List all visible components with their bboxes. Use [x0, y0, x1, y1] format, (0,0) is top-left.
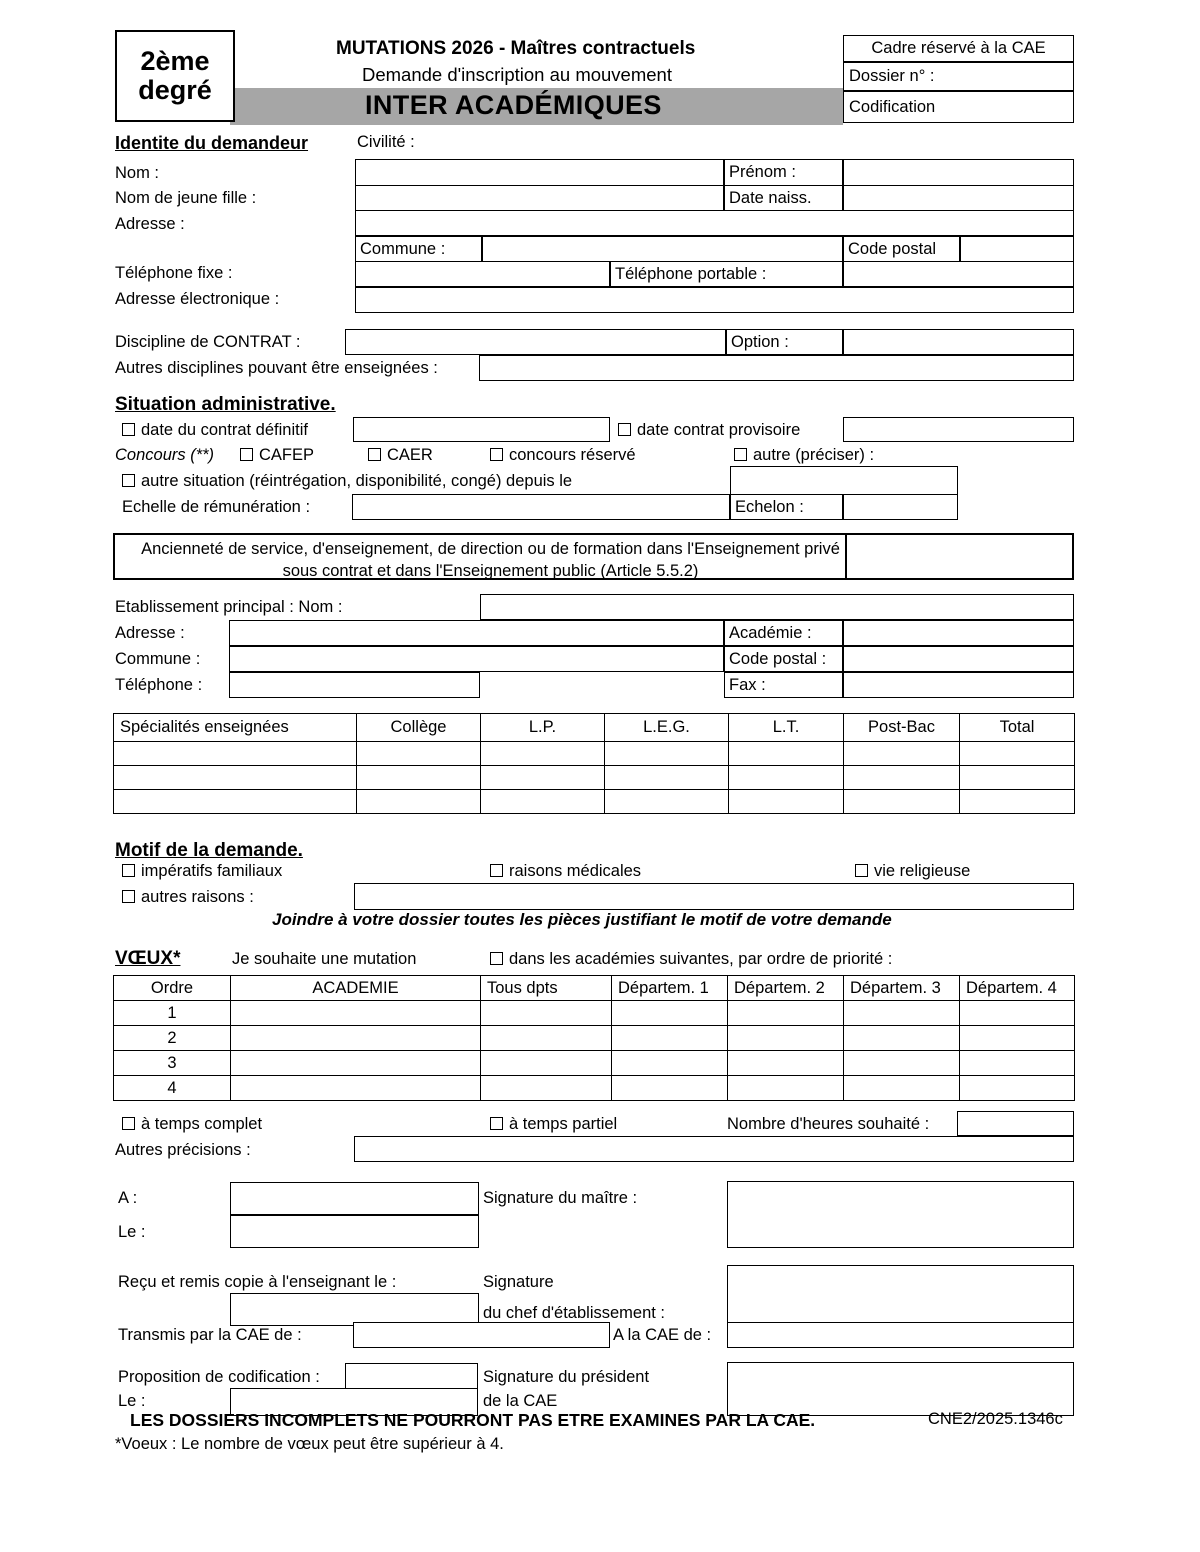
autre-situation-option[interactable] [122, 473, 572, 490]
imperatifs-familiaux-checkbox[interactable] [122, 864, 135, 877]
autre-preciser-option[interactable] [734, 447, 874, 464]
specialties-cell[interactable] [357, 766, 481, 790]
signature-le2-label: Le : [118, 1392, 146, 1410]
specialties-cell[interactable] [114, 790, 357, 814]
etab-commune-label: Commune : [115, 650, 201, 668]
voeux-section-title: VŒUX* [115, 948, 181, 969]
signature-a-input[interactable] [230, 1182, 479, 1215]
specialties-cell[interactable] [844, 790, 960, 814]
voeux-academies-option[interactable] [490, 951, 892, 968]
specialties-table [113, 713, 1074, 814]
temps-complet-option[interactable] [122, 1116, 262, 1133]
date-contrat-provisoire-input[interactable] [843, 417, 1074, 442]
tel-portable-cell [610, 261, 843, 287]
table-row [114, 742, 1075, 766]
cafep-label: CAFEP [259, 446, 315, 464]
nom-jeune-fille-input[interactable] [355, 185, 724, 211]
tel-portable-input[interactable] [843, 261, 1074, 287]
specialties-cell[interactable] [960, 766, 1075, 790]
caer-label: CAER [387, 446, 433, 464]
signature-president-box[interactable] [727, 1362, 1074, 1416]
voeux-cell[interactable] [960, 1076, 1075, 1101]
voeux-col-6: Départem. 4 [960, 976, 1075, 1001]
etab-academie-cell [724, 620, 843, 646]
cafep-option[interactable] [240, 447, 314, 464]
etab-telephone-label: Téléphone : [115, 676, 203, 694]
code-postal-cell [843, 236, 960, 262]
voeux-order-cell: 4 [114, 1076, 231, 1101]
date-contrat-provisoire-checkbox[interactable] [618, 423, 631, 436]
table-row [114, 1026, 1075, 1051]
signature-le-label: Le : [118, 1223, 146, 1241]
situation-section-title: Situation administrative. [115, 394, 336, 415]
prenom-cell [724, 159, 843, 186]
recu-remis-label: Reçu et remis copie à l'enseignant le : [118, 1273, 397, 1291]
etab-commune-input[interactable] [229, 646, 724, 672]
autres-disciplines-label: Autres disciplines pouvant être enseignées : [115, 359, 438, 377]
etab-fax-label: Fax : [729, 675, 766, 694]
voeux-order-cell: 2 [114, 1026, 231, 1051]
table-row [114, 1051, 1075, 1076]
specialties-cell[interactable] [729, 742, 844, 766]
footer-voeux-note: *Voeux : Le nombre de vœux peut être supérieur à 4. [115, 1435, 504, 1453]
specialties-cell[interactable] [114, 742, 357, 766]
degree-badge-line1: 2ème [140, 45, 210, 76]
date-contrat-definitif-option[interactable] [122, 422, 308, 439]
form-banner-title: INTER ACADÉMIQUES [365, 90, 662, 120]
etab-nom-label: Etablissement principal : Nom : [115, 598, 343, 616]
nombre-heures-input[interactable] [957, 1111, 1074, 1136]
etab-code-postal-cell [724, 646, 843, 672]
specialties-cell[interactable] [605, 742, 729, 766]
echelle-label: Echelle de rémunération : [122, 498, 311, 516]
specialties-cell[interactable] [960, 790, 1075, 814]
autres-precisions-input[interactable] [354, 1136, 1074, 1162]
commune-input[interactable] [482, 236, 843, 262]
code-postal-input[interactable] [960, 236, 1074, 262]
voeux-cell[interactable] [844, 1076, 960, 1101]
date-contrat-definitif-checkbox[interactable] [122, 423, 135, 436]
vie-religieuse-checkbox[interactable] [855, 864, 868, 877]
footer-reference: CNE2/2025.1346c [928, 1410, 1063, 1428]
transmis-cae-label: Transmis par la CAE de : [118, 1326, 302, 1344]
voeux-academies-label: dans les académies suivantes, par ordre de priorité : [509, 950, 893, 968]
voeux-cell[interactable] [481, 1001, 612, 1026]
cae-codification-field[interactable] [843, 91, 1074, 123]
table-row [114, 766, 1075, 790]
discipline-input[interactable] [345, 329, 726, 355]
vie-religieuse-label: vie religieuse [874, 862, 971, 880]
autres-raisons-label: autres raisons : [141, 888, 254, 906]
specialties-col-3: L.E.G. [605, 714, 729, 742]
voeux-table [113, 975, 1074, 1101]
raisons-medicales-checkbox[interactable] [490, 864, 503, 877]
cafep-checkbox[interactable] [240, 448, 253, 461]
voeux-cell[interactable] [612, 1051, 728, 1076]
option-input[interactable] [843, 329, 1074, 355]
signature-maitre-box[interactable] [727, 1181, 1074, 1248]
voeux-cell[interactable] [728, 1076, 844, 1101]
voeux-cell[interactable] [728, 1001, 844, 1026]
voeux-order-cell: 1 [114, 1001, 231, 1026]
voeux-col-5: Départem. 3 [844, 976, 960, 1001]
voeux-col-2: Tous dpts [481, 976, 612, 1001]
raisons-medicales-option[interactable] [490, 863, 641, 880]
specialties-col-1: Collège [357, 714, 481, 742]
voeux-cell[interactable] [231, 1001, 481, 1026]
etab-academie-label: Académie : [729, 623, 812, 642]
date-naiss-input[interactable] [843, 185, 1074, 211]
specialties-col-2: L.P. [481, 714, 605, 742]
autres-precisions-label: Autres précisions : [115, 1141, 251, 1159]
autre-preciser-checkbox[interactable] [734, 448, 747, 461]
cae-dossier-field[interactable] [843, 62, 1074, 91]
anciennete-text: Ancienneté de service, d'enseignement, de direction ou de formation dans l'Enseignement privé sous contrat et dans l'Enseignement public (Article 5.5.2) [141, 540, 840, 580]
caer-checkbox[interactable] [368, 448, 381, 461]
motif-section-title: Motif de la demande. [115, 840, 303, 861]
echelon-input[interactable] [843, 494, 958, 520]
table-row [114, 1001, 1075, 1026]
voeux-order-cell: 3 [114, 1051, 231, 1076]
anciennete-input[interactable] [845, 533, 1074, 580]
proposition-codification-label: Proposition de codification : [118, 1368, 320, 1386]
autres-raisons-input[interactable] [354, 883, 1074, 910]
voeux-col-0: Ordre [114, 976, 231, 1001]
a-la-cae-label: A la CAE de : [613, 1326, 712, 1344]
voeux-cell[interactable] [844, 1051, 960, 1076]
table-row [114, 1076, 1075, 1101]
raisons-medicales-label: raisons médicales [509, 862, 642, 880]
etab-fax-input[interactable] [843, 672, 1074, 698]
identity-section-title: Identite du demandeur [115, 133, 309, 153]
specialties-col-4: L.T. [729, 714, 844, 742]
signature-president-line1: Signature du président [483, 1368, 650, 1386]
voeux-intro: Je souhaite une mutation [232, 950, 417, 968]
concours-reserve-label: concours réservé [509, 446, 636, 464]
signature-chef-box[interactable] [727, 1265, 1074, 1326]
specialties-cell[interactable] [605, 766, 729, 790]
caer-option[interactable] [368, 447, 433, 464]
degree-badge [115, 30, 235, 122]
signature-le-input[interactable] [230, 1215, 479, 1248]
autre-situation-checkbox[interactable] [122, 474, 135, 487]
motif-note: Joindre à votre dossier toutes les pièces justifiant le motif de votre demande [272, 910, 892, 929]
specialties-col-0: Spécialités enseignées [114, 714, 357, 742]
specialties-cell[interactable] [357, 790, 481, 814]
temps-partiel-option[interactable] [490, 1116, 617, 1133]
date-contrat-definitif-input[interactable] [353, 417, 610, 442]
transmis-cae-input[interactable] [353, 1322, 610, 1348]
voeux-cell[interactable] [844, 1001, 960, 1026]
autres-raisons-checkbox[interactable] [122, 890, 135, 903]
signature-chef-line2: du chef d'établissement : [483, 1304, 666, 1322]
specialties-cell[interactable] [729, 766, 844, 790]
voeux-cell[interactable] [612, 1076, 728, 1101]
voeux-cell[interactable] [231, 1026, 481, 1051]
specialties-cell[interactable] [729, 790, 844, 814]
signature-a-label: A : [118, 1189, 138, 1207]
etab-fax-cell [724, 672, 843, 698]
a-la-cae-input[interactable] [727, 1322, 1074, 1348]
echelon-label: Echelon : [735, 497, 804, 516]
voeux-cell[interactable] [612, 1001, 728, 1026]
voeux-cell[interactable] [960, 1051, 1075, 1076]
date-naiss-label: Date naiss. [729, 188, 812, 207]
specialties-cell[interactable] [844, 742, 960, 766]
autres-raisons-option[interactable] [122, 889, 254, 906]
specialties-cell[interactable] [481, 766, 605, 790]
date-contrat-provisoire-option[interactable] [618, 422, 800, 439]
etab-adresse-input[interactable] [229, 620, 724, 646]
signature-president-line2: de la CAE [483, 1392, 558, 1410]
cae-codification-label: Codification [849, 97, 936, 116]
date-contrat-definitif-label: date du contrat définitif [141, 421, 308, 439]
echelle-input[interactable] [352, 494, 730, 520]
option-cell [726, 329, 843, 355]
cae-dossier-label: Dossier n° : [849, 67, 935, 86]
nom-input[interactable] [355, 159, 724, 186]
etab-academie-input[interactable] [843, 620, 1074, 646]
specialties-cell[interactable] [481, 742, 605, 766]
imperatifs-familiaux-label: impératifs familiaux [141, 862, 283, 880]
concours-reserve-option[interactable] [490, 447, 636, 464]
voeux-col-4: Départem. 2 [728, 976, 844, 1001]
email-label: Adresse électronique : [115, 290, 280, 308]
prenom-input[interactable] [843, 159, 1074, 186]
voeux-col-3: Départem. 1 [612, 976, 728, 1001]
etab-code-postal-label: Code postal : [729, 649, 827, 668]
etab-adresse-label: Adresse : [115, 624, 185, 642]
adresse-label: Adresse : [115, 215, 185, 233]
proposition-codification-input[interactable] [345, 1363, 478, 1391]
echelon-cell [730, 494, 843, 520]
specialties-cell[interactable] [357, 742, 481, 766]
date-naiss-cell [724, 185, 843, 211]
autre-preciser-label: autre (préciser) : [753, 446, 875, 464]
specialties-cell[interactable] [481, 790, 605, 814]
nom-jeune-fille-label: Nom de jeune fille : [115, 189, 257, 207]
voeux-cell[interactable] [612, 1026, 728, 1051]
vie-religieuse-option[interactable] [855, 863, 970, 880]
concours-reserve-checkbox[interactable] [490, 448, 503, 461]
voeux-header-row [114, 976, 1075, 1001]
nom-label: Nom : [115, 164, 160, 182]
specialties-cell[interactable] [605, 790, 729, 814]
voeux-col-1: ACADEMIE [231, 976, 481, 1001]
etab-code-postal-input[interactable] [843, 646, 1074, 672]
voeux-cell[interactable] [728, 1051, 844, 1076]
commune-cell [355, 236, 482, 262]
temps-complet-checkbox[interactable] [122, 1117, 135, 1130]
signature-chef-line1: Signature [483, 1273, 554, 1291]
option-label: Option : [731, 332, 789, 351]
specialties-cell[interactable] [844, 766, 960, 790]
tel-fixe-input[interactable] [355, 261, 610, 287]
civilite-label: Civilité : [357, 133, 415, 151]
voeux-cell[interactable] [231, 1076, 481, 1101]
temps-complet-label: à temps complet [141, 1115, 263, 1133]
autres-disciplines-input[interactable] [479, 355, 1074, 381]
nombre-heures-label: Nombre d'heures souhaité : [727, 1115, 930, 1133]
concours-label: Concours (**) [115, 446, 215, 464]
specialties-cell[interactable] [960, 742, 1075, 766]
commune-label: Commune : [360, 239, 446, 258]
specialties-col-5: Post-Bac [844, 714, 960, 742]
temps-partiel-checkbox[interactable] [490, 1117, 503, 1130]
cae-title-cell [843, 35, 1074, 62]
specialties-cell[interactable] [114, 766, 357, 790]
voeux-cell[interactable] [844, 1026, 960, 1051]
temps-partiel-label: à temps partiel [509, 1115, 618, 1133]
imperatifs-familiaux-option[interactable] [122, 863, 282, 880]
voeux-cell[interactable] [231, 1051, 481, 1076]
specialties-col-6: Total [960, 714, 1075, 742]
specialties-header-row [114, 714, 1075, 742]
code-postal-label: Code postal [848, 239, 937, 258]
table-row [114, 790, 1075, 814]
form-subtitle: Demande d'inscription au mouvement [362, 64, 672, 85]
voeux-cell[interactable] [728, 1026, 844, 1051]
etab-telephone-input[interactable] [229, 672, 480, 698]
voeux-cell[interactable] [481, 1026, 612, 1051]
date-contrat-provisoire-label: date contrat provisoire [637, 421, 801, 439]
prenom-label: Prénom : [729, 163, 796, 182]
etab-nom-input[interactable] [480, 594, 1074, 620]
voeux-academies-checkbox[interactable] [490, 952, 503, 965]
voeux-cell[interactable] [481, 1076, 612, 1101]
tel-fixe-label: Téléphone fixe : [115, 264, 233, 282]
adresse-input[interactable] [355, 210, 1074, 236]
discipline-label: Discipline de CONTRAT : [115, 333, 301, 351]
voeux-cell[interactable] [960, 1001, 1075, 1026]
degree-badge-line2: degré [138, 75, 212, 105]
tel-portable-label: Téléphone portable : [615, 264, 767, 283]
voeux-cell[interactable] [960, 1026, 1075, 1051]
email-input[interactable] [355, 287, 1074, 313]
signature-maitre-label: Signature du maître : [483, 1189, 638, 1207]
cae-title-label: Cadre réservé à la CAE [871, 39, 1046, 57]
autre-situation-label: autre situation (réintrégation, disponibilité, congé) depuis le [141, 472, 573, 490]
voeux-cell[interactable] [481, 1051, 612, 1076]
footer-warning: LES DOSSIERS INCOMPLETS NE POURRONT PAS ETRE EXAMINES PAR LA CAE. [130, 1410, 816, 1430]
form-title: MUTATIONS 2026 - Maîtres contractuels [336, 38, 696, 59]
